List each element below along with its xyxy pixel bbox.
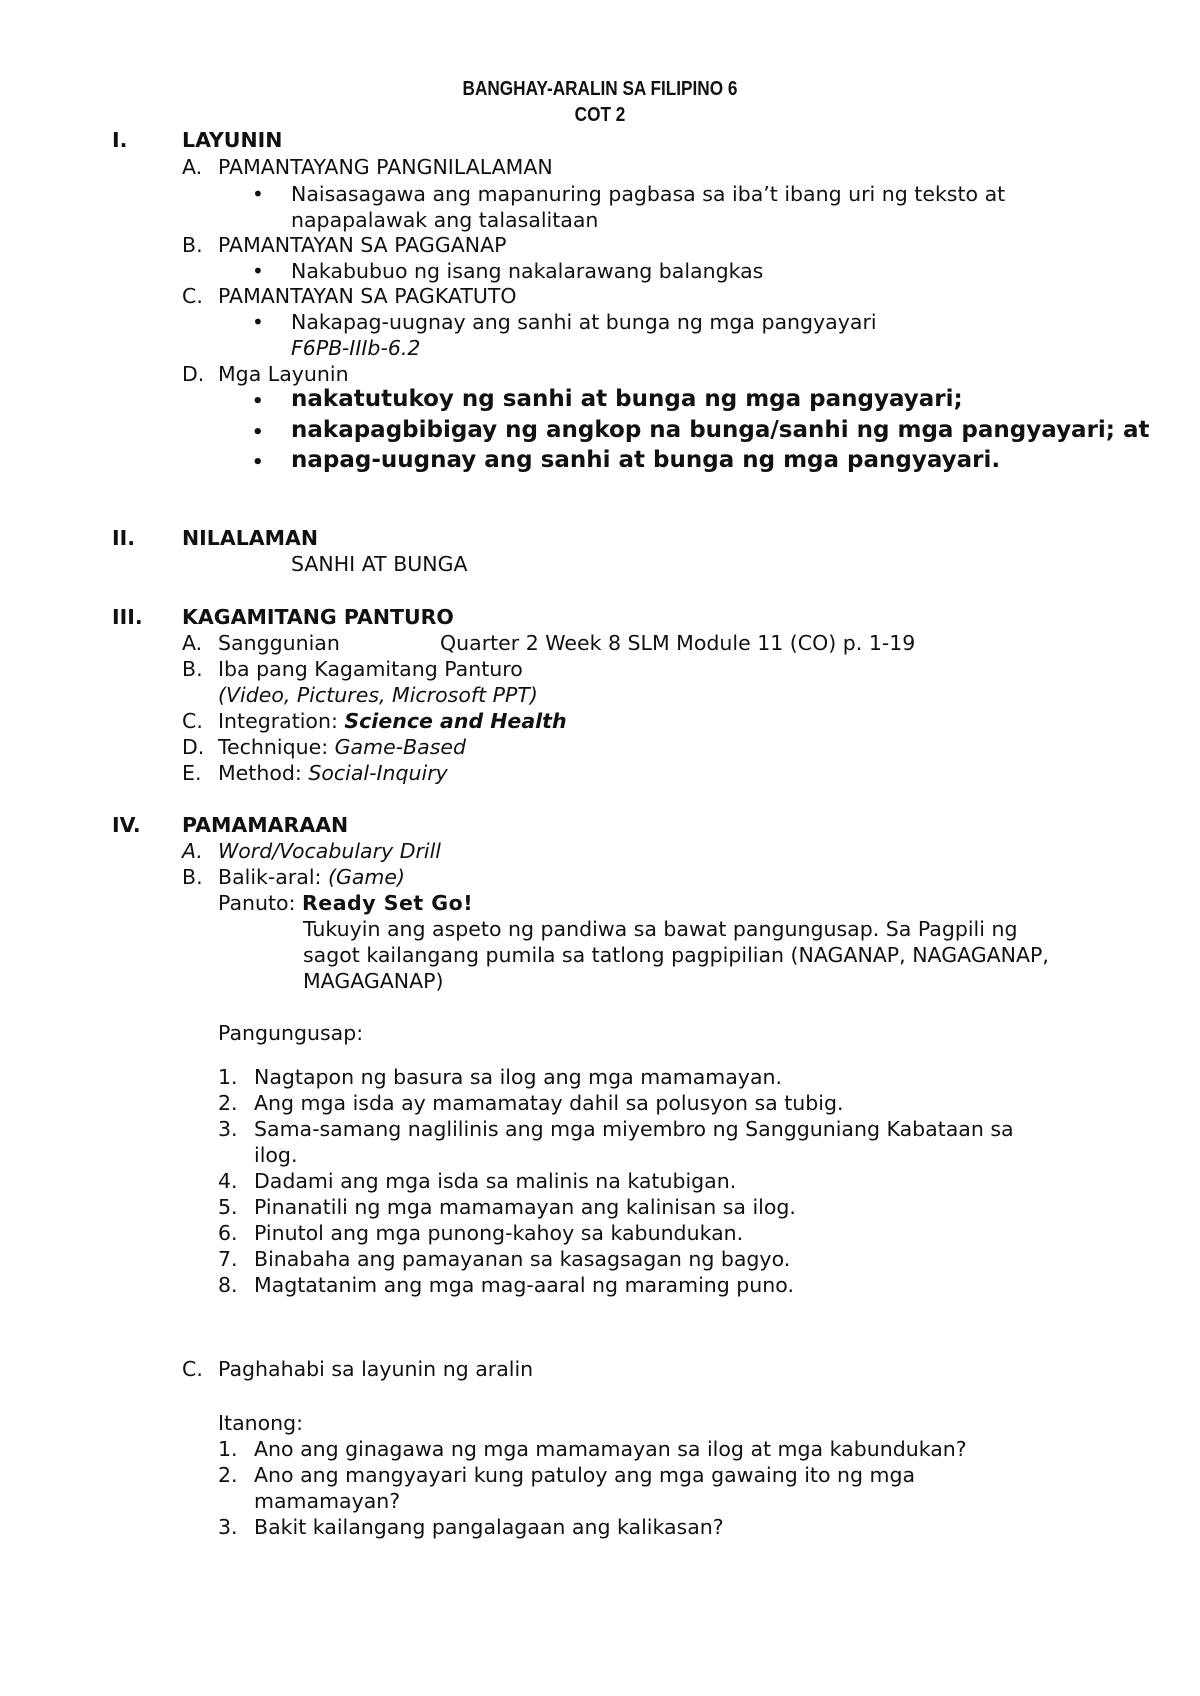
reference-value: Quarter 2 Week 8 SLM Module 11 (CO) p. 1-19 xyxy=(440,631,916,655)
materials-note: (Video, Pictures, Microsoft PPT) xyxy=(218,683,538,707)
objective-item: nakatutukoy ng sanhi at bunga ng mga pangyayari; xyxy=(291,386,963,412)
instruction-text: MAGAGANAP) xyxy=(303,969,444,993)
list-number: 1. xyxy=(218,1065,238,1089)
section-number: III. xyxy=(112,605,143,629)
method-label: Method: xyxy=(218,761,309,785)
subsection-label: PAMANTAYAN SA PAGKATUTO xyxy=(218,284,517,308)
panuto-label: Panuto: xyxy=(218,891,302,915)
list-item: Pinutol ang mga punong-kahoy sa kabundukan. xyxy=(254,1221,744,1245)
bullet-icon: • xyxy=(252,422,264,443)
document-subtitle: COT 2 xyxy=(574,104,626,126)
list-number: 3. xyxy=(218,1117,238,1141)
review-line xyxy=(218,864,405,890)
list-number: 2. xyxy=(218,1463,238,1487)
list-item: Nagtapon ng basura sa ilog ang mga mamamayan. xyxy=(254,1065,783,1089)
section-heading: PAMAMARAAN xyxy=(182,813,349,837)
bullet-text: Nakapag-uugnay ang sanhi at bunga ng mga pangyayari xyxy=(291,310,877,334)
list-letter: B. xyxy=(182,865,203,889)
section-number: IV. xyxy=(112,813,141,837)
panuto-line xyxy=(218,890,473,916)
section-heading: KAGAMITANG PANTURO xyxy=(182,605,454,629)
question-item-cont: mamamayan? xyxy=(254,1489,401,1513)
list-number: 1. xyxy=(218,1437,238,1461)
list-item: Ang mga isda ay mamamatay dahil sa polusyon sa tubig. xyxy=(254,1091,844,1115)
list-number: 8. xyxy=(218,1273,238,1297)
technique-line xyxy=(218,734,466,760)
technique-label: Technique: xyxy=(218,735,335,759)
list-number: 5. xyxy=(218,1195,238,1219)
question-item: Bakit kailangang pangalagaan ang kalikasan? xyxy=(254,1515,724,1539)
question-item: Ano ang mangyayari kung patuloy ang mga gawaing ito ng mga xyxy=(254,1463,916,1487)
panuto-value: Ready Set Go! xyxy=(302,891,474,915)
instruction-text: Tukuyin ang aspeto ng pandiwa sa bawat pangungusap. Sa Pagpili ng xyxy=(303,917,1018,941)
list-letter: A. xyxy=(182,155,203,179)
document-title: BANGHAY-ARALIN SA FILIPINO 6 xyxy=(462,78,738,100)
subsection-label: Word/Vocabulary Drill xyxy=(218,839,441,863)
method-value: Social-Inquiry xyxy=(308,761,448,785)
list-number: 6. xyxy=(218,1221,238,1245)
content-topic: SANHI AT BUNGA xyxy=(291,552,468,576)
integration-value: Science and Health xyxy=(344,709,567,733)
method-line xyxy=(218,760,448,786)
list-item: Pinanatili ng mga mamamayan ang kalinisan sa ilog. xyxy=(254,1195,796,1219)
subsection-label: PAMANTAYANG PANGNILALAMAN xyxy=(218,155,553,179)
question-item: Ano ang ginagawa ng mga mamamayan sa ilog at mga kabundukan? xyxy=(254,1437,967,1461)
list-item: Magtatanim ang mga mag-aaral ng maraming puno. xyxy=(254,1273,794,1297)
list-number: 3. xyxy=(218,1515,238,1539)
objective-item: napag-uugnay ang sanhi at bunga ng mga pangyayari. xyxy=(291,447,1001,473)
list-letter: D. xyxy=(182,735,205,759)
subsection-label: Paghahabi sa layunin ng aralin xyxy=(218,1357,534,1381)
list-item-cont: ilog. xyxy=(254,1143,298,1167)
list-item: Dadami ang mga isda sa malinis na katubigan. xyxy=(254,1169,737,1193)
list-number: 2. xyxy=(218,1091,238,1115)
integration-line xyxy=(218,708,567,734)
list-number: 7. xyxy=(218,1247,238,1271)
list-label: Itanong: xyxy=(218,1411,304,1435)
list-letter: C. xyxy=(182,709,203,733)
list-label: Pangungusap: xyxy=(218,1021,364,1045)
subsection-label: PAMANTAYAN SA PAGGANAP xyxy=(218,233,507,257)
section-heading: LAYUNIN xyxy=(182,128,283,152)
list-letter: B. xyxy=(182,657,203,681)
list-letter: A. xyxy=(182,631,203,655)
bullet-icon: • xyxy=(252,310,264,334)
bullet-text: Naisasagawa ang mapanuring pagbasa sa iba’t ibang uri ng teksto at xyxy=(291,182,1006,206)
review-note: (Game) xyxy=(327,865,405,889)
review-label: Balik-aral: xyxy=(218,865,328,889)
list-letter: E. xyxy=(182,761,202,785)
section-number: II. xyxy=(112,526,136,550)
list-letter: B. xyxy=(182,233,203,257)
bullet-icon: • xyxy=(252,452,264,473)
bullet-icon: • xyxy=(252,259,264,283)
list-letter: A. xyxy=(182,839,203,863)
technique-value: Game-Based xyxy=(334,735,467,759)
list-item: Sama-samang naglilinis ang mga miyembro ng Sangguniang Kabataan sa xyxy=(254,1117,1014,1141)
bullet-icon: • xyxy=(252,391,264,412)
list-letter: C. xyxy=(182,1357,203,1381)
competency-code: F6PB-IIIb-6.2 xyxy=(291,336,421,360)
subsection-label: Sanggunian xyxy=(218,631,340,655)
list-letter: D. xyxy=(182,362,205,386)
bullet-text-cont: napapalawak ang talasalitaan xyxy=(291,208,599,232)
instruction-text: sagot kailangang pumila sa tatlong pagpipilian (NAGANAP, NAGAGANAP, xyxy=(303,943,1049,967)
list-number: 4. xyxy=(218,1169,238,1193)
list-letter: C. xyxy=(182,284,203,308)
list-item: Binabaha ang pamayanan sa kasagsagan ng bagyo. xyxy=(254,1247,791,1271)
bullet-icon: • xyxy=(252,182,264,206)
objective-item: nakapagbibigay ng angkop na bunga/sanhi ng mga pangyayari; at xyxy=(291,417,1150,443)
integration-label: Integration: xyxy=(218,709,345,733)
subsection-label: Mga Layunin xyxy=(218,362,349,386)
section-number: I. xyxy=(112,128,128,152)
bullet-text: Nakabubuo ng isang nakalarawang balangkas xyxy=(291,259,764,283)
subsection-label: Iba pang Kagamitang Panturo xyxy=(218,657,523,681)
section-heading: NILALAMAN xyxy=(182,526,319,550)
